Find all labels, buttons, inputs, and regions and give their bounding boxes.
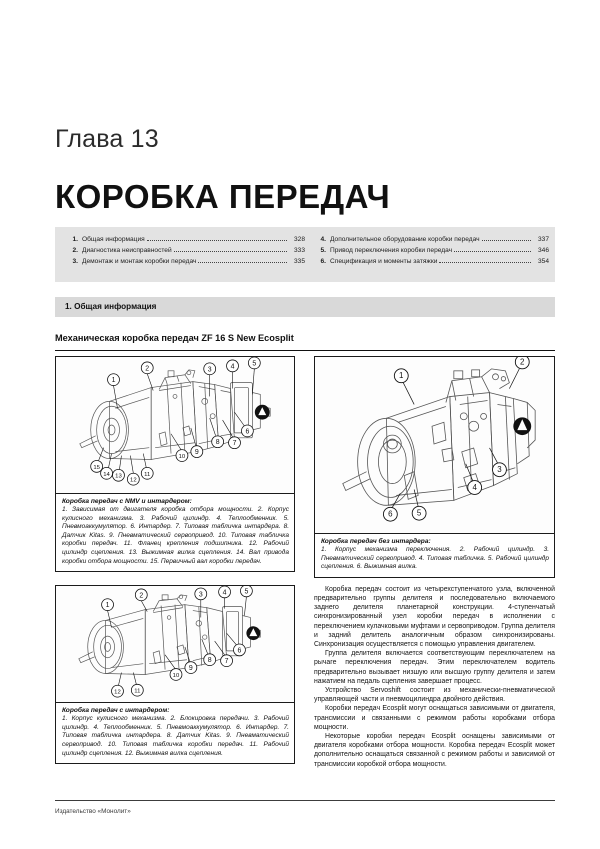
svg-text:14: 14 — [103, 471, 110, 478]
toc-label: Демонтаж и монтаж коробки передач — [82, 258, 197, 266]
toc-leader — [482, 240, 531, 241]
toc-entry[interactable] — [315, 234, 549, 245]
gearbox-illustration-1 — [56, 357, 294, 493]
svg-text:8: 8 — [207, 657, 212, 665]
toc-page-number: 328 — [293, 236, 305, 243]
gearbox-illustration-3 — [56, 586, 294, 702]
svg-text:5: 5 — [416, 508, 422, 518]
figure-1-caption-title: Коробка передач с NMV и интардером: — [62, 498, 192, 505]
svg-text:15: 15 — [93, 464, 100, 471]
figure-1-caption — [55, 494, 295, 572]
svg-text:5: 5 — [252, 360, 257, 368]
toc-number: 1. — [72, 236, 78, 243]
body-paragraph-1: Коробка передач состоит из четырехступенчатого узла, включенной предварительно группы делителя и последовательно включаемого заднего делителя планетарной конструкции. 4-ступенчатый синхронизированный узел коробки передач в исполнении с переключением кулачковыми муфтами и сервоприводом. Группа делителя и задний делитель аналогичным образом синхронизированы. Синхронизация осуществляется с помощью управления двигателем. — [314, 585, 555, 648]
svg-text:7: 7 — [232, 440, 237, 448]
section-heading-bar — [55, 297, 555, 317]
svg-text:11: 11 — [134, 688, 141, 695]
toc-page-number: 346 — [537, 247, 549, 255]
svg-text:4: 4 — [222, 589, 227, 597]
toc-page-number: 333 — [293, 247, 305, 255]
toc-label: Дополнительное оборудование коробки передач — [330, 236, 480, 243]
svg-text:8: 8 — [215, 439, 220, 447]
badge-marker — [513, 417, 531, 435]
toc-page-number: 335 — [293, 258, 305, 266]
chapter-label: Глава 13 — [55, 125, 159, 153]
figure-gearbox-nmv-intarder — [55, 356, 295, 494]
svg-text:6: 6 — [388, 509, 393, 519]
svg-text:3: 3 — [497, 465, 502, 475]
svg-text:12: 12 — [114, 689, 121, 696]
toc-entry[interactable] — [315, 256, 549, 267]
toc-column-left — [55, 227, 311, 282]
footer-rule — [55, 800, 555, 801]
svg-text:3: 3 — [207, 366, 212, 374]
toc-page-number: 354 — [537, 258, 549, 266]
svg-text:2: 2 — [145, 365, 150, 373]
toc-entry[interactable] — [315, 245, 549, 256]
toc-label: Диагностика неисправностей — [82, 247, 172, 255]
svg-text:2: 2 — [139, 592, 144, 600]
toc-entry[interactable] — [67, 234, 305, 245]
svg-text:11: 11 — [144, 471, 151, 478]
figure-2-caption — [314, 534, 555, 578]
table-of-contents — [55, 227, 555, 282]
badge-marker — [255, 405, 270, 420]
svg-text:1: 1 — [399, 371, 404, 381]
figure-3-caption-body: 1. Корпус кулисного механизма. 2. Блокировка передачи. 3. Рабочий цилиндр. 4. Теплообменник. 5. Пневмоаккумулятор. 6. Интардер. 7. Типовая табличка интардера. 8. Датчик Kitas. 9. Пневматический сервопривод. 10. Типовая табличка коробки передач. 11. Рабочий цилиндр сцепления. 12. Выжимная вилка сцепления. — [62, 715, 289, 757]
body-paragraph-5: Некоторые коробки передач Ecosplit оснащены зависимыми от двигателя коробками отбора мощности. Коробка передач Ecosplit может дополнительно оснащаться связанной с режимом работы и зависимой от трансмиссии коробкой отбора мощности. — [314, 733, 555, 768]
figure-1-caption-body: 1. Зависимая от двигателя коробка отбора мощности. 2. Корпус кулисного механизма. 3. Рабочий цилиндр. 4. Теплообменник. 5. Пневмоаккумулятор. 6. Интардер. 7. Типовая табличка интардера. 8. Датчик Kitas. 9. Пневматический сервопривод. 10. Типовая табличка коробки передач. 11. Фланец крепления подшипника. 12. Рабочий цилиндр сцепления. 13. Выжимная вилка сцепления. 14. Вал привода коробки отбора мощности. 15. Первичный вал коробки передач. — [62, 506, 289, 565]
figure-3-caption-title: Коробка передач с интардером: — [62, 707, 170, 715]
svg-text:7: 7 — [224, 658, 229, 666]
svg-text:1: 1 — [111, 377, 116, 385]
svg-text:12: 12 — [130, 477, 137, 484]
page-sheet — [55, 0, 555, 849]
figure-3-caption — [55, 703, 295, 764]
section-heading-text: 1. Общая информация — [65, 302, 157, 311]
toc-leader — [454, 251, 531, 252]
toc-entry[interactable] — [67, 245, 305, 256]
figure-2-caption-title: Коробка передач без интардера: — [321, 538, 431, 545]
toc-leader — [198, 262, 287, 263]
sub-heading: Механическая коробка передач ZF 16 S New Ecosplit — [55, 333, 294, 343]
svg-text:5: 5 — [244, 588, 249, 596]
toc-label: Спецификация и моменты затяжки — [330, 258, 438, 266]
left-column — [55, 356, 295, 764]
svg-text:6: 6 — [237, 647, 242, 655]
svg-text:2: 2 — [520, 357, 525, 367]
toc-leader — [174, 251, 287, 252]
toc-column-right — [311, 227, 555, 282]
body-paragraph-2: Группа делителя включается соответствующим переключателем на рычаге переключения передач. Этим переключателем водитель предварительно вызывает низшую или высшую группу делителя и затем нажатием на педаль сцепления завершает процесс. — [314, 650, 555, 685]
body-paragraph-4: Коробки передач Ecosplit могут оснащаться зависимыми от двигателя, трансмиссии и связанными с режимом работы коробками отбора мощности. — [314, 705, 555, 731]
figure-2-caption-body: 1. Корпус механизма переключения. 2. Рабочий цилиндр. 3. Пневматический сервопривод. 4. Типовая табличка. 5. Рабочий цилиндр сцепления. 6. Выжимная вилка. — [321, 546, 549, 571]
svg-text:10: 10 — [178, 454, 186, 461]
toc-page-number: 337 — [537, 236, 549, 243]
svg-text:10: 10 — [172, 673, 180, 680]
page-title: КОРОБКА ПЕРЕДАЧ — [55, 178, 391, 215]
toc-number: 2. — [72, 247, 78, 255]
svg-text:9: 9 — [194, 449, 199, 457]
svg-text:6: 6 — [245, 428, 250, 436]
figure-gearbox-with-intarder — [55, 585, 295, 703]
body-paragraph-3: Устройство Servoshift состоит из механически-пневматической управляющей части и пневмоцилиндра двойного действия. — [314, 687, 555, 704]
svg-text:4: 4 — [472, 482, 477, 492]
toc-number: 6. — [320, 258, 326, 266]
svg-text:13: 13 — [115, 473, 122, 480]
svg-text:1: 1 — [105, 602, 110, 610]
svg-text:9: 9 — [188, 665, 193, 673]
toc-leader — [147, 240, 287, 241]
toc-label: Общая информация — [82, 236, 145, 243]
toc-leader — [439, 262, 531, 263]
heading-rule — [55, 350, 555, 351]
toc-number: 4. — [320, 236, 326, 243]
toc-number: 3. — [72, 258, 78, 266]
gearbox-illustration-2 — [315, 357, 554, 533]
publisher-footer: Издательство «Монолит» — [55, 808, 131, 815]
toc-number: 5. — [320, 247, 326, 255]
svg-text:4: 4 — [230, 363, 235, 371]
right-column — [314, 356, 555, 769]
badge-marker — [246, 626, 260, 640]
toc-label: Привод переключения коробки передач — [330, 247, 453, 255]
svg-text:3: 3 — [198, 591, 203, 599]
figure-gearbox-no-intarder — [314, 356, 555, 534]
toc-entry[interactable] — [67, 256, 305, 267]
